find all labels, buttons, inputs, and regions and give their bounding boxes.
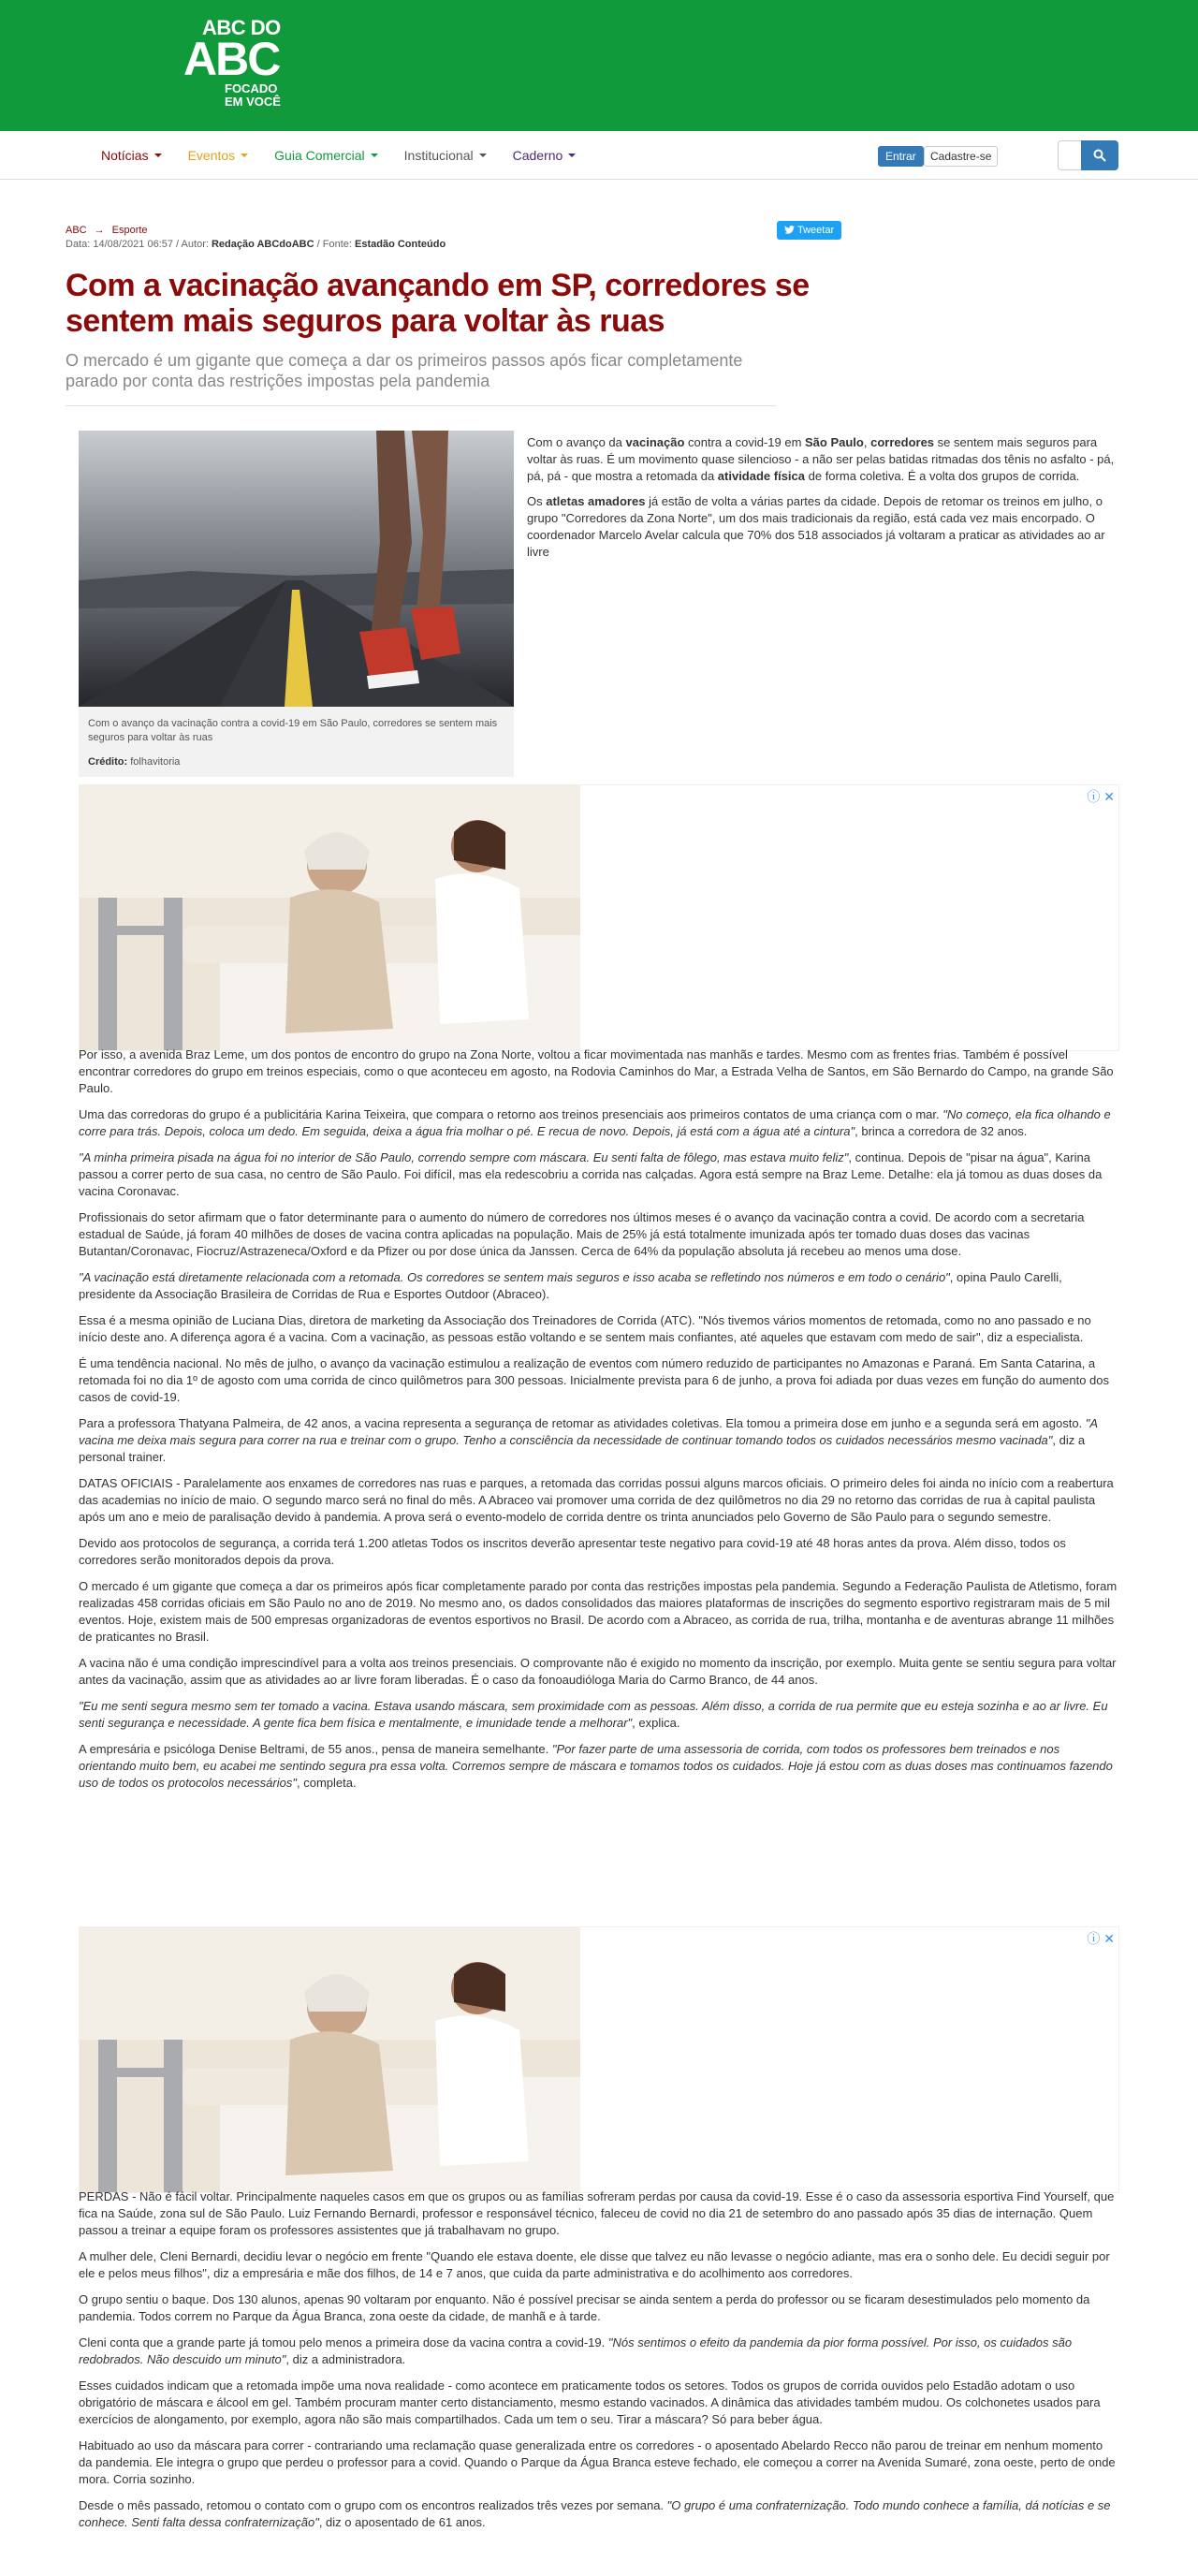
caret-down-icon <box>371 154 378 157</box>
article-body: Por isso, a avenida Braz Leme, um dos pontos de encontro do grupo na Zona Norte, voltou a ficar movimentada nas manhãs e tardes. Mesmo com as frentes frias. Também é possível encontrar corredores do grupo em treinos especiais, como o que aconteceu em agosto, na Rodovia Caminhos do Mar, a Estrada Velha de Santos, em São Bernardo do Campo, na grande São Paulo. Uma das corredoras do grupo é a publicitária Karina Teixeira, que compara o retorno aos treinos presenciais aos primeiros contatos de uma criança com o mar. "No começo, ela fica olhando e corre para trás. Depois, coloca um dedo. Em seguida, deixa a água fria molhar o pé. E recua de novo. Depois, já está com a água até a cintura", brinca a corredora de 32 anos. "A minha primeira pisada na água foi no interior de São Paulo, correndo sempre com máscara. Eu senti falta de fôlego, mas estava muito feliz", continua. Depois de "pisar na água", Karina passou a correr perto de sua casa, no centro de São Paulo. Foi difícil, mas ela redescobriu a corrida nas calçadas. Agora está sempre na Braz Leme. Detalhe: ela já tomou as duas doses da vacina Coronavac. Profissionais do setor afirmam que o fator determinante para o aumento do número de corredores nos últimos meses é o avanço da vacinação contra a covid. De acordo com a secretaria estadual de Saúde, já foram 40 milhões de doses de vacina contra aplicadas na população. Mais de 25% já está totalmente imunizada após ter tomado duas doses das vacinas Butantan/Coronavac, Fiocruz/Astrazeneca/Oxford e da Pfizer ou por dose única da Janssen. Cerca de 64% da população absoluta já recebeu ao menos uma dose. "A vacinação está diretamente relacionada com a retomada. Os corredores se sentem mais seguros e isso acaba se refletindo nos números e em todo o cenário", opina Paulo Carelli, presidente da Associação Brasileira de Corridas de Rua e Esportes Outdoor (Abraceo). Essa é a mesma opinião de Luciana Dias, diretora de marketing da Associação dos Treinadores de Corrida (ATC). "Nós tivemos vários momentos de retomada, como no ano passado e no início deste ano. A diferença agora é a vacina. Com a vacinação, as pessoas estão voltando e se sentem mais confiantes, até aqueles que estavam com medo de sair", diz a especialista. É uma tendência nacional. No mês de julho, o avanço da vacinação estimulou a realização de eventos com número reduzido de participantes no Amazonas e Paraná. Em Santa Catarina, a retomada foi no dia 1º de agosto com uma corrida de cinco quilômetros para 300 pessoas. Inicialmente prevista para 6 de junho, a prova foi adiada por duas vezes em função do aumento dos casos de covid-19. Para a professora Thatyana Palmeira, de 42 anos, a vacina representa a segurança de retomar as atividades coletivas. Ela tomou a primeira dose em junho e a segunda será em agosto. "A vacina me deixa mais segura para correr na rua e treinar com o grupo. Tenho a consciência da necessidade de continuar tomando todos os cuidados necessários mesmo vacinada", diz a personal trainer. DATAS OFICIAIS - Paralelamente aos enxames de corredores nas ruas e parques, a retomada das corridas possui alguns marcos oficiais. O primeiro deles foi ainda no início com a reabertura das academias no início de maio. O segundo marco será no final do mês. A Abraceo vai promover uma corrida de dez quilômetros no dia 29 no retorno das corridas de rua à capital paulista após um ano e meio de paralisação devido à pandemia. A prova será o evento-modelo de corrida dentre os trinta anunciados pelo Governo de São Paulo para o segundo semestre. Devido aos protocolos de segurança, a corrida terá 1.200 atletas Todos os inscritos deverão apresentar teste negativo para covid-19 até 48 horas antes da prova. Além disso, todos os corredores serão monitorados depois da prova. O mercado é um gigante que começa a dar os primeiros após ficar completamente parado por conta das restrições impostas pela pandemia. Segundo a Federação Paulista de Atletismo, foram realizadas 458 corridas oficiais em São Paulo no ano de 2019. No mesmo ano, os dados consolidados das maiores plataformas de inscrições do segmento esportivo registraram mais de 5 mil eventos. Hoje, existem mais de 500 empresas organizadoras de eventos esportivos no Brasil. De acordo com a Abraceo, as corrida de rua, trilha, montanha e de aventuras abrange 11 milhões de praticantes no Brasil. A vacina não é uma condição imprescindível para a volta aos treinos presenciais. O comprovante não é exigido no momento da inscrição, por exemplo. Muita gente se sentiu segura para voltar antes da vacinação, assim que as atividades ao ar livre foram liberadas. É o caso da fonoaudióloga Maria do Carmo Branco, de 44 anos. "Eu me senti segura mesmo sem ter tomado a vacina. Estava usando máscara, sem proximidade com as pessoas. Além disso, a corrida de rua permite que eu esteja sozinha e ao ar livre. Eu senti segurança e necessidade. A gente fica bem física e mentalmente, e imunidade tende a melhorar", explica. A empresária e psicóloga Denise Beltrami, de 55 anos., pensa de maneira semelhante. "Por fazer parte de uma assessoria de corrida, com todos os professores bem treinados e nos orientando muito bem, eu acabei me sentindo segura pra essa volta. Corremos sempre de máscara e tomamos todos os cuidados. Hoje já estou com as duas doses mas continuamos fazendo uso de todos os protocolos necessários", completa. <box>79 1047 1118 1790</box>
ad-image <box>80 785 580 1050</box>
nav-item-institucional[interactable]: Institucional <box>404 148 487 163</box>
article-title: Com a vacinação avançando em SP, corredores se sentem mais seguros para voltar às ruas <box>66 268 810 339</box>
article-figure <box>79 431 514 777</box>
article-source: Estadão Conteúdo <box>355 239 446 250</box>
search-input[interactable] <box>1058 140 1082 170</box>
logo-main-text: ABC <box>183 33 280 85</box>
breadcrumb-section[interactable]: Esporte <box>111 225 148 236</box>
figure-caption: Com o avanço da vacinação contra a covid-19 em São Paulo, corredores se sentem mais seguros para voltar às ruas <box>88 718 498 743</box>
divider <box>66 405 777 406</box>
caret-down-icon <box>479 154 487 157</box>
site-logo[interactable] <box>183 15 296 118</box>
login-button[interactable]: Entrar <box>878 146 924 167</box>
article-intro: Com o avanço da vacinação contra a covid-19 em São Paulo, corredores se sentem mais seguros para voltar às ruas. É um movimento quase silencioso - a não ser pelas batidas ritmadas dos tênis no asfalto - pá, pá, pá - que mostra a retomada da atividade física de forma coletiva. É a volta dos grupos de corrida. Os atletas amadores já estão de volta a várias partes da cidade. Depois de retomar os treinos em julho, o grupo "Corredores da Zona Norte", um dos mais tradicionais da região, está cada vez mais encorpado. O coordenador Marcelo Avelar calcula que 70% dos 518 associados já voltaram a praticar as atividades ao ar livre <box>527 435 1115 559</box>
signup-button[interactable]: Cadastre-se <box>924 146 998 167</box>
breadcrumb-home[interactable]: ABC <box>66 225 87 236</box>
nav-item-not-cias[interactable]: Notícias <box>101 148 162 163</box>
article-meta: Data: 14/08/2021 06:57 / Autor: Redação ABCdoABC / Fonte: Estadão Conteúdo <box>66 239 446 250</box>
article-date: 14/08/2021 06:57 <box>93 239 173 250</box>
article-body-2: PERDAS - Não é fácil voltar. Principalmente naqueles casos em que os grupos ou as famílias sofreram perdas por causa da covid-19. Esse é o caso da assessoria esportiva Find Yourself, que fica na Saúde, zona sul de São Paulo. Luiz Fernando Bernardi, professor e responsável técnico, faleceu de covid no dia 21 de setembro do ano passado após 35 dias de internação. Quem passou a treinar a equipe foram os professores assistentes que já trabalhavam no grupo. A mulher dele, Cleni Bernardi, decidiu levar o negócio em frente "Quando ele estava doente, ele disse que talvez eu não levasse o negócio adiante, mas era o sonho dele. Eu decidi seguir por ele e pelos meus filhos", diz a empresária e mãe dos filhos, de 14 e 7 anos, que cuida da parte administrativa e do acolhimento aos corredores. O grupo sentiu o baque. Dos 130 alunos, apenas 90 voltaram por enquanto. Não é possível precisar se ainda sentem a perda do professor ou se ficaram desestimulados pelo momento da pandemia. Todos correm no Parque da Água Branca, zona oeste da cidade, de manhã e à tarde. Cleni conta que a grande parte já tomou pelo menos a primeira dose da vacina contra a covid-19. "Nós sentimos o efeito da pandemia da pior forma possível. Por isso, os cuidados são redobrados. Não descuido um minuto", diz a administradora. Esses cuidados indicam que a retomada impõe uma nova realidade - como acontece em praticamente todos os setores. Todos os grupos de corrida ouvidos pelo Estadão adotam o uso obrigatório de máscara e álcool em gel. Também procuram manter certo distanciamento, mesmo estando vacinados. A dinâmica das atividades também mudou. Os colchonetes usados para exercícios de alongamento, por exemplo, agora não são mais compartilhados. Cada um tem o seu. Tirar a máscara? Só para beber água. Habituado ao uso da máscara para correr - contrariando uma reclamação quase generalizada entre os corredores - o aposentado Abelardo Recco não parou de treinar em nenhum momento da pandemia. Ele integra o grupo que perdeu o professor para a covid. Quando o Parque da Água Branca esteve fechado, ele começou a correr na Avenida Sumaré, zona oeste, perto de onde mora. Corria sozinho. Desde o mês passado, retomou o contato com o grupo com os encontros realizados três vezes por semana. "O grupo é uma confraternização. Todo mundo conhece a família, dá notícias e se conhece. Senti falta dessa confraternização", diz o aposentado de 61 anos. <box>79 2189 1116 2529</box>
nav-item-eventos[interactable]: Eventos <box>188 148 249 163</box>
caret-down-icon <box>568 154 576 157</box>
breadcrumb <box>66 225 148 236</box>
logo-top-text: ABC DO <box>202 16 281 39</box>
tweet-button[interactable]: Tweetar <box>777 221 841 240</box>
runner-photo <box>79 431 514 707</box>
search-button[interactable] <box>1081 140 1118 170</box>
caret-down-icon <box>241 154 248 157</box>
article-author: Redação ABCdoABC <box>211 239 314 250</box>
search-icon <box>1093 149 1106 162</box>
figure-credit: Crédito: folhavitoria <box>88 756 181 768</box>
nav-menu <box>101 131 602 180</box>
breadcrumb-arrow-icon: → <box>94 225 105 236</box>
ad-image-2 <box>80 1927 580 2192</box>
advertisement-2[interactable] <box>79 1926 1119 2193</box>
advertisement[interactable] <box>79 784 1119 1051</box>
nav-item-caderno[interactable]: Caderno <box>513 148 577 163</box>
ad-choices-icon-2[interactable]: ⓘ ✕ <box>1087 1931 1115 1946</box>
caret-down-icon <box>154 154 162 157</box>
nav-item-guia-comercial[interactable]: Guia Comercial <box>274 148 377 163</box>
logo-tagline: FOCADO EM VOCÊ <box>225 81 281 109</box>
article-subtitle: O mercado é um gigante que começa a dar os primeiros passos após ficar completamente parado por conta das restrições impostas pela pandemia <box>66 351 743 390</box>
twitter-icon <box>784 226 795 234</box>
ad-choices-icon[interactable]: ⓘ ✕ <box>1087 789 1115 804</box>
site-header <box>0 0 1198 131</box>
main-navbar <box>0 131 1198 180</box>
